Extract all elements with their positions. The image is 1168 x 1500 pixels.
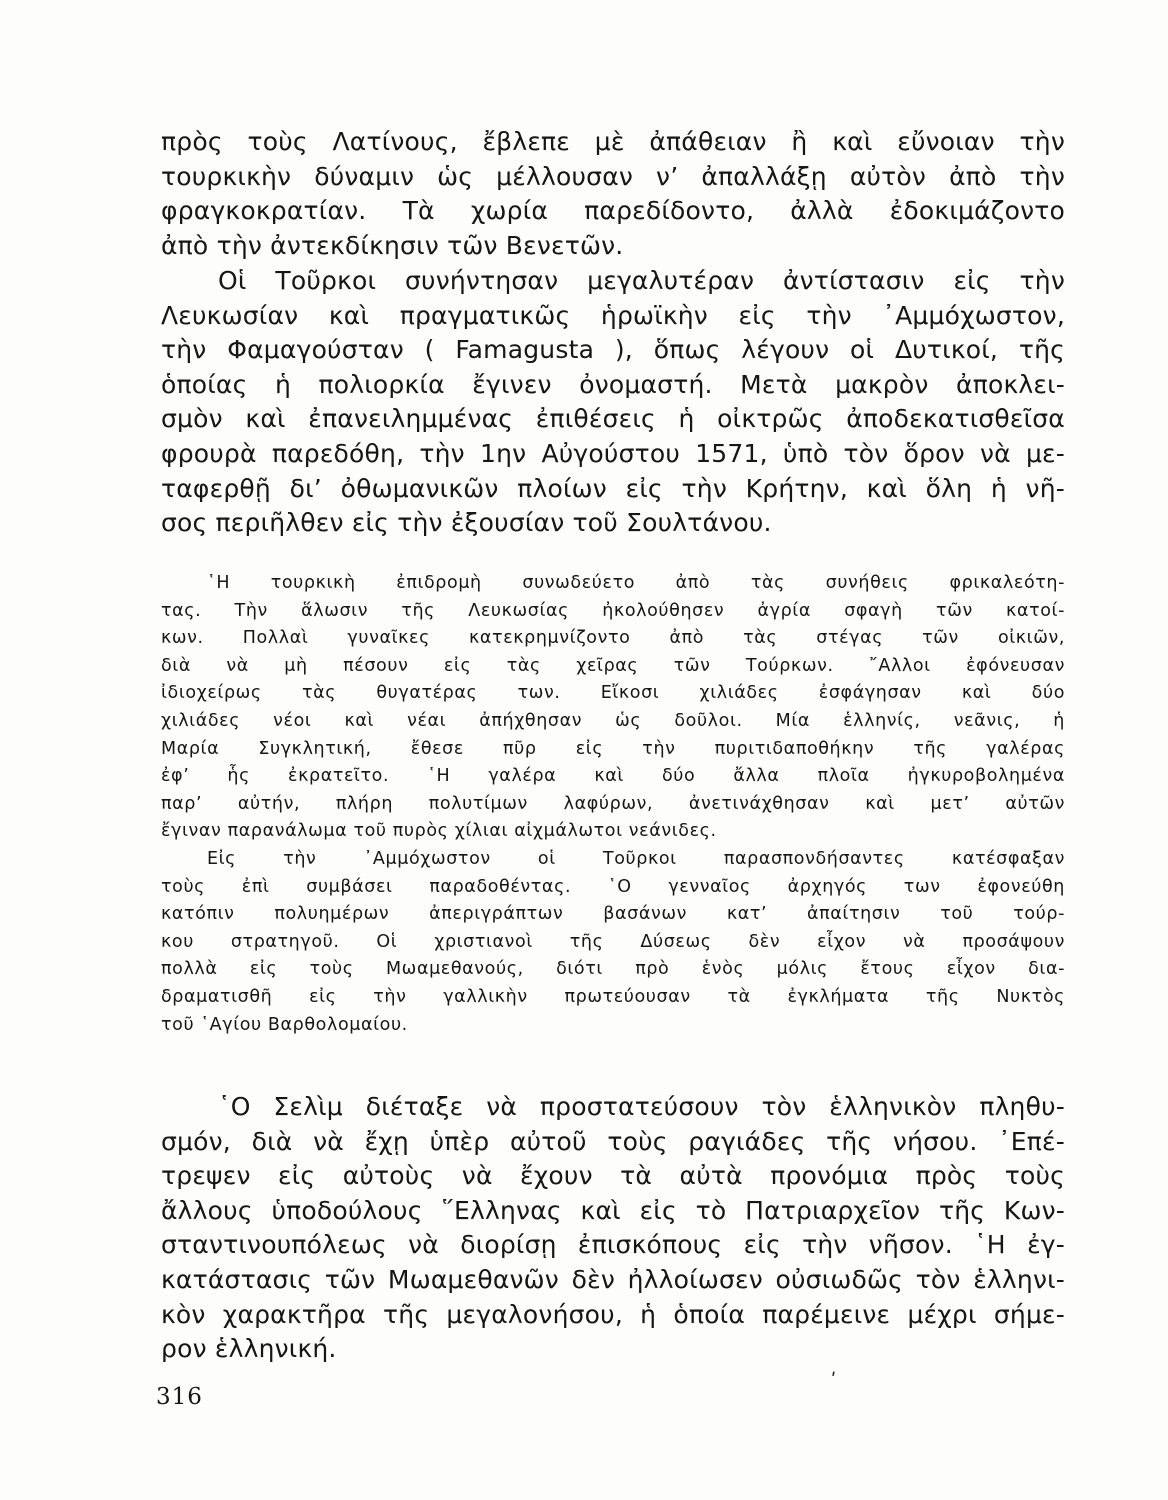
note-line: τοὺς ἐπὶ συμβάσει παραδοθέντας. ῾Ο γενναῖος ἀρχηγός των ἐφονεύθη bbox=[161, 876, 1065, 897]
text-line: σταντινουπόλεως νὰ διορίσῃ ἐπισκόπους εἰς τὴν νῆσον. ῾Η ἐγ- bbox=[161, 1230, 1065, 1260]
note-line: Εἰς τὴν ᾿Αμμόχωστον οἱ Τοῦρκοι παρασπονδήσαντες κατέσφαξαν bbox=[207, 848, 1065, 869]
text-line: ὁποίας ἡ πολιορκία ἔγινεν ὀνομαστή. Μετὰ μακρὸν ἀποκλει- bbox=[161, 369, 1065, 399]
text-line: Λευκωσίαν καὶ πραγματικῶς ἡρωϊκὴν εἰς τὴν ᾿Αμμόχωστον, bbox=[161, 300, 1065, 330]
text-line: φρουρὰ παρεδόθη, τὴν 1ην Αὐγούστου 1571, ὑπὸ τὸν ὅρον νὰ με- bbox=[161, 438, 1065, 468]
note-line: τοῦ ῾Αγίου Βαρθολομαίου. bbox=[161, 1014, 408, 1035]
text-line: κατάστασις τῶν Μωαμεθανῶν δὲν ἠλλοίωσεν οὐσιωδῶς τὸν ἑλληνι- bbox=[161, 1264, 1065, 1294]
note-line: Μαρία Συγκλητική, ἔθεσε πῦρ εἰς τὴν πυριτιδαποθήκην τῆς γαλέρας bbox=[161, 738, 1065, 759]
text-line: φραγκοκρατίαν. Τὰ χωρία παρεδίδοντο, ἀλλὰ ἐδοκιμάζοντο bbox=[161, 196, 1065, 226]
paragraph-2 bbox=[161, 264, 1065, 541]
text-line: ῾Ο Σελὶμ διέταξε νὰ προστατεύσουν τὸν ἑλληνικὸν πληθυ- bbox=[218, 1092, 1065, 1121]
note-line: ῾Η τουρκικὴ ἐπιδρομὴ συνωδεύετο ἀπὸ τὰς συνήθεις φρικαλεότη- bbox=[207, 573, 1065, 593]
text-line: ταφερθῇ δι’ ὀθωμανικῶν πλοίων εἰς τὴν Κρήτην, καὶ ὅλη ἡ νῆ- bbox=[161, 473, 1065, 503]
text-line: τρεψεν εἰς αὐτοὺς νὰ ἔχουν τὰ αὐτὰ προνόμια πρὸς τοὺς bbox=[161, 1161, 1065, 1191]
note-line: δραματισθῆ εἰς τὴν γαλλικὴν πρωτεύουσαν τὰ ἐγκλήματα τῆς Νυκτὸς bbox=[161, 986, 1065, 1007]
note-line: διὰ νὰ μὴ πέσουν εἰς τὰς χεῖρας τῶν Τούρκων. ῎Αλλοι ἐφόνευσαν bbox=[161, 655, 1065, 676]
note-line: τας. Τὴν ἅλωσιν τῆς Λευκωσίας ἠκολούθησεν ἀγρία σφαγὴ τῶν κατοί- bbox=[161, 600, 1065, 621]
note-line: πολλὰ εἰς τοὺς Μωαμεθανούς, διότι πρὸ ἑνὸς μόλις ἔτους εἶχον δια- bbox=[161, 959, 1065, 980]
footnote-block bbox=[161, 570, 1065, 1039]
text-line: ρον ἑλληνική. bbox=[161, 1334, 337, 1364]
note-line: ἐφ’ ἧς ἐκρατεῖτο. ῾Η γαλέρα καὶ δύο ἄλλα πλοῖα ἠγκυροβολημένα bbox=[161, 766, 1065, 787]
text-line: Οἱ Τοῦρκοι συνήντησαν μεγαλυτέραν ἀντίστασιν εἰς τὴν bbox=[218, 266, 1065, 295]
note-line: ἔγιναν παρανάλωμα τοῦ πυρὸς χίλιαι αἰχμάλωτοι νεάνιδες. bbox=[161, 821, 717, 842]
note-line: κατόπιν πολυημέρων ἀπεριγράπτων βασάνων κατ’ ἀπαίτησιν τοῦ τούρ- bbox=[161, 904, 1065, 925]
page-number: 316 bbox=[156, 1384, 203, 1410]
text-line: κὸν χαρακτῆρα τῆς μεγαλονήσου, ἡ ὁποία παρέμεινε μέχρι σήμε- bbox=[161, 1299, 1065, 1329]
note-line: κων. Πολλαὶ γυναῖκες κατεκρημνίζοντο ἀπὸ τὰς στέγας τῶν οἰκιῶν, bbox=[161, 628, 1065, 649]
note-line: παρ’ αὐτήν, πλήρη πολυτίμων λαφύρων, ἀνετινάχθησαν καὶ μετ’ αὐτῶν bbox=[161, 793, 1065, 814]
paragraph-3 bbox=[161, 1090, 1065, 1367]
text-line: σμόν, διὰ νὰ ἔχῃ ὑπὲρ αὐτοῦ τοὺς ραγιάδες τῆς νήσου. ᾿Επέ- bbox=[161, 1126, 1065, 1156]
stray-mark: ʹ bbox=[831, 1370, 837, 1391]
note-line: χιλιάδες νέοι καὶ νέαι ἀπήχθησαν ὡς δοῦλοι. Μία ἑλληνίς, νεᾶνις, ἡ bbox=[161, 710, 1065, 731]
text-line: ἀπὸ τὴν ἀντεκδίκησιν τῶν Βενετῶν. bbox=[161, 230, 624, 260]
text-line: ἄλλους ὑποδούλους ῞Ελληνας καὶ εἰς τὸ Πατριαρχεῖον τῆς Κων- bbox=[161, 1195, 1065, 1225]
text-line: σος περιῆλθεν εἰς τὴν ἐξουσίαν τοῦ Σουλτάνου. bbox=[161, 508, 772, 538]
note-line: κου στρατηγοῦ. Οἱ χριστιανοὶ τῆς Δύσεως δὲν εἶχον νὰ προσάψουν bbox=[161, 931, 1065, 952]
paragraph-1 bbox=[161, 125, 1065, 263]
text-line: τὴν Φαμαγούσταν ( Famagusta ), ὅπως λέγουν οἱ Δυτικοί, τῆς bbox=[161, 335, 1065, 365]
note-line: ἰδιοχείρως τὰς θυγατέρας των. Εἴκοσι χιλιάδες ἐσφάγησαν καὶ δύο bbox=[161, 683, 1065, 704]
text-line: τουρκικὴν δύναμιν ὡς μέλλουσαν ν’ ἀπαλλάξῃ αὐτὸν ἀπὸ τὴν bbox=[161, 161, 1065, 191]
text-line: σμὸν καὶ ἐπανειλημμένας ἐπιθέσεις ἡ οἰκτρῶς ἀποδεκατισθεῖσα bbox=[161, 404, 1065, 434]
text-line: πρὸς τοὺς Λατίνους, ἔβλεπε μὲ ἀπάθειαν ἢ καὶ εὔνοιαν τὴν bbox=[161, 127, 1065, 156]
